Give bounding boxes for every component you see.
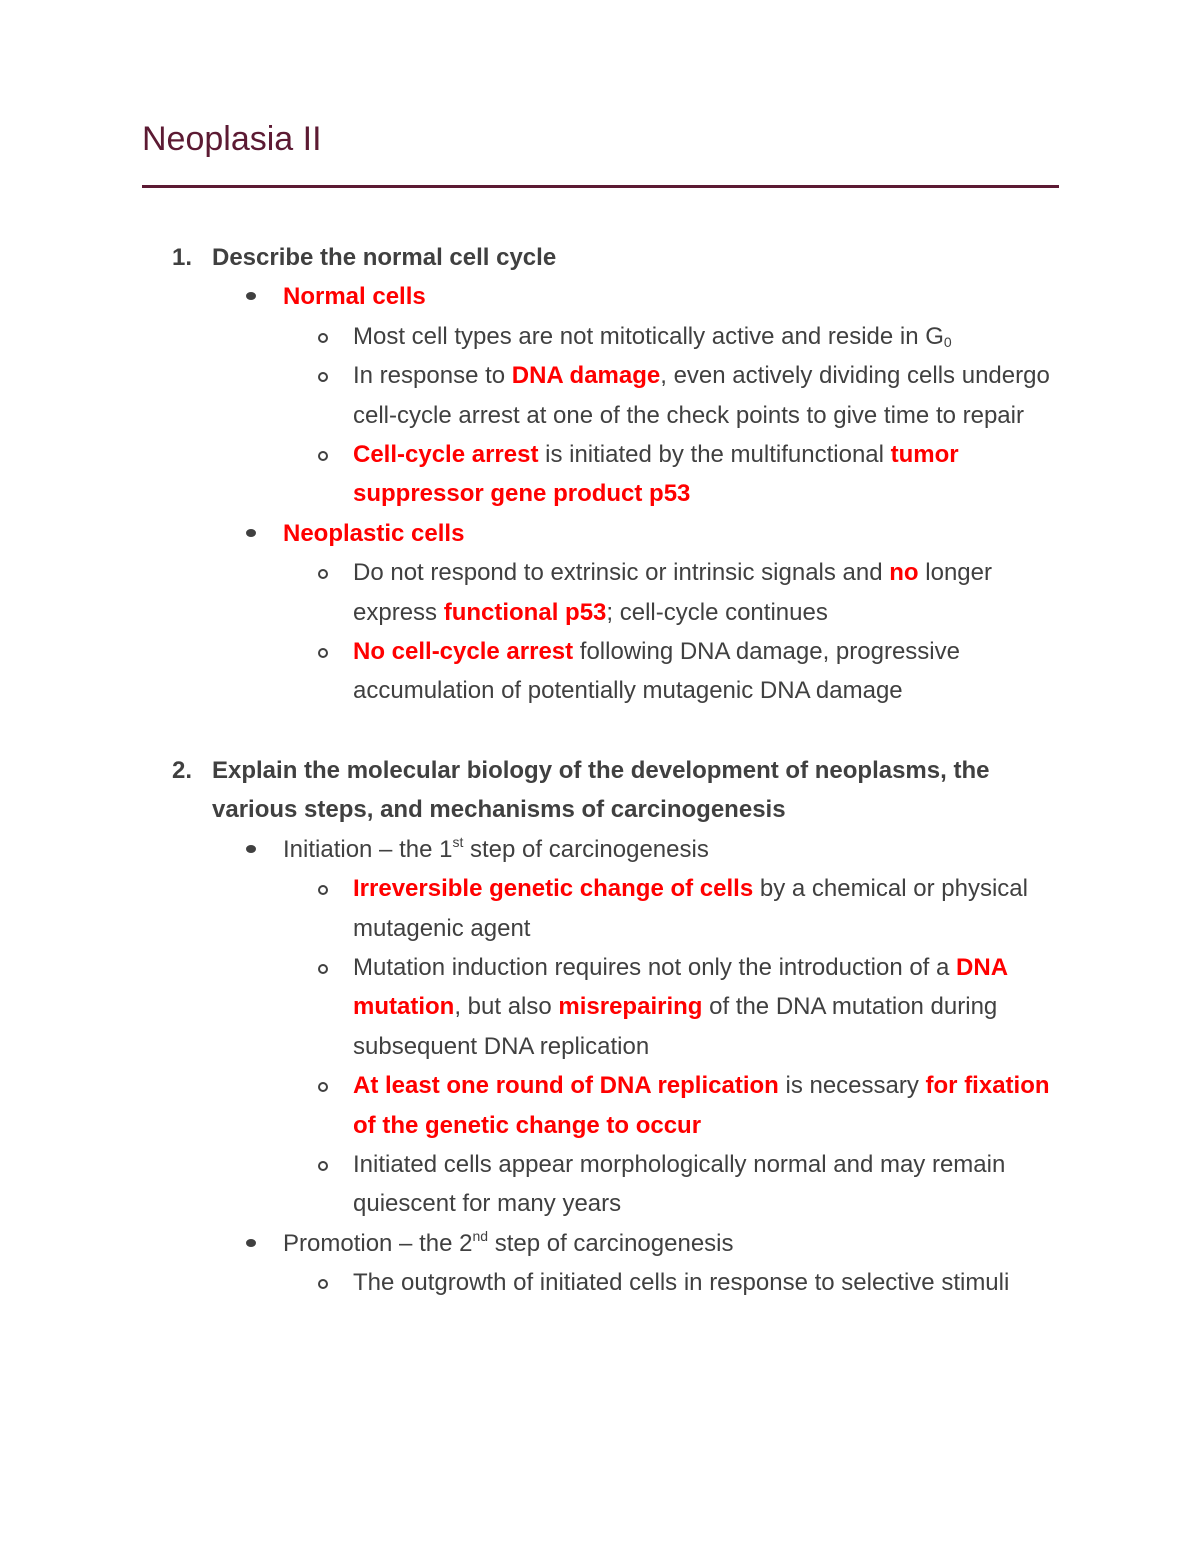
circle-bullet-icon (318, 885, 328, 895)
highlight: functional p53 (443, 598, 607, 626)
text: , but also (454, 993, 559, 1021)
question-2 (0, 751, 1062, 830)
sub-bullet-item (0, 1263, 1063, 1302)
text: Most cell types are not mitotically active and reside in G (353, 322, 944, 350)
circle-bullet-icon (318, 964, 328, 974)
subscript: 0 (943, 333, 952, 350)
highlight: DNA mutation (353, 953, 1008, 1021)
text: is initiated by the multifunctional (538, 441, 891, 469)
circle-bullet-icon (318, 648, 328, 658)
bullet-icon (246, 1239, 256, 1247)
bullet-label: Normal cells (283, 283, 426, 311)
text: ; cell-cycle continues (606, 598, 828, 626)
bullet-icon (246, 292, 256, 300)
question-text: Explain the molecular biology of the development of neoplasms, the various steps, and mechanisms of carcinogenesis (212, 756, 990, 824)
text: Do not respond to extrinsic or intrinsic signals and (353, 559, 890, 587)
title-divider (142, 185, 1059, 188)
text: is necessary (778, 1072, 926, 1100)
highlight: Cell-cycle arrest (353, 441, 539, 469)
text: longer express (353, 559, 992, 626)
circle-bullet-icon (318, 1279, 328, 1289)
circle-bullet-icon (318, 1161, 328, 1171)
bullet-label: Neoplastic cells (283, 519, 465, 547)
superscript: st (452, 833, 464, 850)
highlight: DNA damage (511, 362, 661, 390)
question-text: Describe the normal cell cycle (212, 244, 557, 271)
sub-bullet-item (0, 1145, 1063, 1224)
bullet-label: step of carcinogenesis (463, 835, 709, 863)
text: by a chemical or physical mutagenic agent (353, 875, 1028, 942)
highlight: No cell-cycle arrest (353, 638, 574, 666)
bullet-label: Initiation – the 1 (283, 835, 453, 863)
text: , even actively dividing cells undergo cell-cycle arrest at one of the check points to give time to repair (353, 362, 1050, 429)
highlight: Irreversible genetic change of cells (353, 875, 754, 903)
highlight: tumor suppressor gene product p53 (353, 441, 959, 508)
document-body (0, 238, 1200, 1303)
text: following DNA damage, progressive accumulation of potentially mutagenic DNA damage (353, 638, 960, 705)
question-1 (0, 238, 1062, 277)
sub-bullet-item (0, 435, 1063, 514)
circle-bullet-icon (318, 372, 328, 382)
highlight: no (889, 559, 919, 587)
circle-bullet-icon (318, 569, 328, 579)
highlight: At least one round of DNA replication (353, 1072, 779, 1100)
sub-bullet-item (0, 317, 1063, 356)
text: Initiated cells appear morphologically normal and may remain quiescent for many years (353, 1150, 1006, 1218)
bullet-icon (246, 845, 256, 853)
text: of the DNA mutation during subsequent DNA replication (353, 993, 998, 1060)
circle-bullet-icon (318, 451, 328, 461)
sub-bullet-item (0, 1066, 1063, 1145)
highlight: misrepairing (558, 993, 703, 1021)
sub-bullet-item (0, 869, 1063, 948)
text: The outgrowth of initiated cells in response to selective stimuli (353, 1269, 1010, 1297)
sub-bullet-item (0, 632, 1063, 711)
sub-bullet-item (0, 356, 1063, 435)
circle-bullet-icon (318, 1082, 328, 1092)
text: In response to (353, 362, 512, 390)
bullet-label: step of carcinogenesis (488, 1229, 734, 1257)
bullet-item (0, 277, 1063, 316)
sub-bullet-item (0, 948, 1063, 1066)
circle-bullet-icon (318, 333, 328, 343)
bullet-label: Promotion – the 2 (283, 1229, 473, 1257)
highlight: for fixation of the genetic change to occur (353, 1072, 1050, 1139)
question-number: 2. (172, 756, 193, 784)
superscript: nd (472, 1227, 489, 1244)
bullet-item (0, 830, 1063, 869)
text: Mutation induction requires not only the introduction of a (353, 953, 957, 981)
bullet-icon (246, 529, 256, 537)
bullet-item (0, 1224, 1063, 1263)
question-number: 1. (172, 244, 193, 271)
page-title: Neoplasia II (142, 120, 322, 158)
bullet-item (0, 514, 1063, 553)
sub-bullet-item (0, 553, 1063, 632)
section-spacer (0, 711, 1200, 751)
